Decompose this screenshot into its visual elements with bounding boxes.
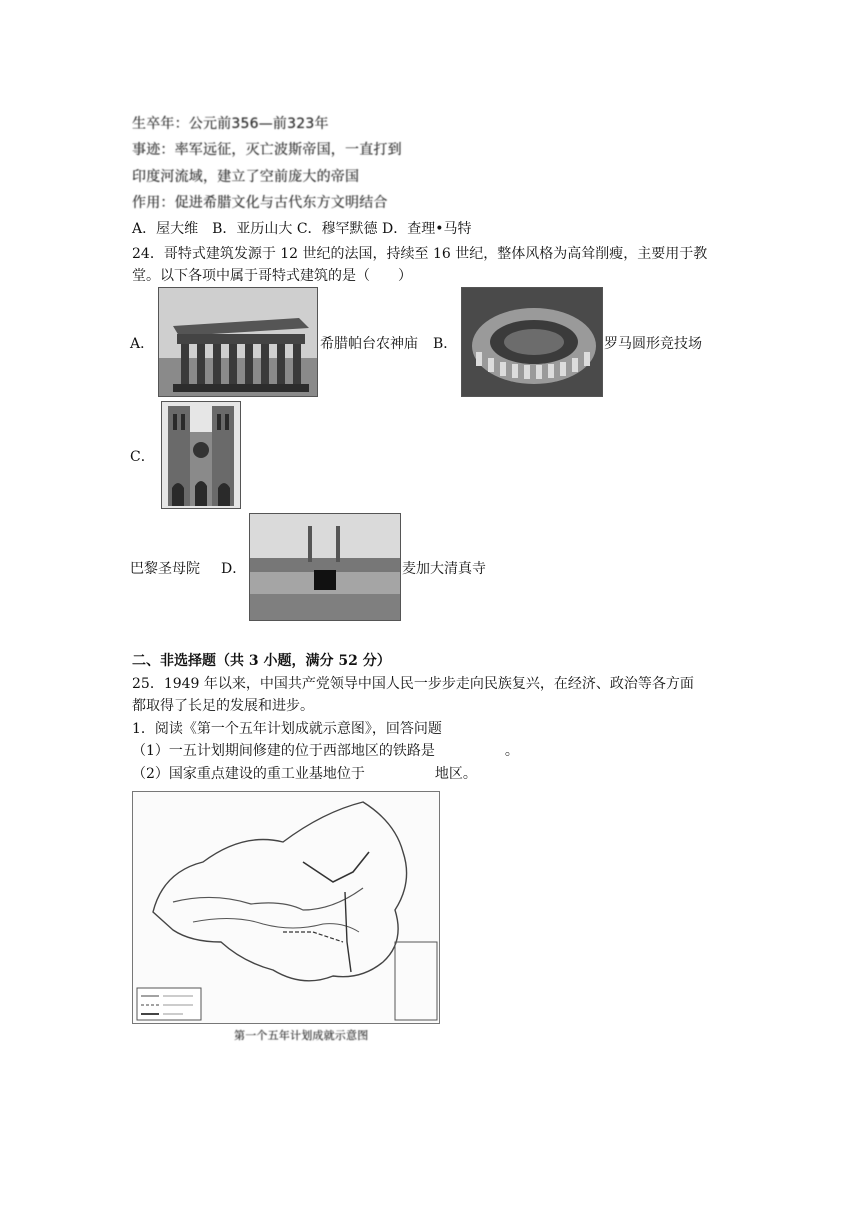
card-line-effect: 作用：促进希腊文化与古代东方文明结合 [132, 195, 388, 211]
option-a-label: A． [130, 336, 155, 352]
card-line-birth: 生卒年：公元前356—前323年 [132, 116, 329, 132]
option-b-label: B． [433, 336, 458, 352]
first-five-year-plan-map [132, 791, 440, 1024]
option-c-label: C． [130, 449, 155, 465]
option-d-label: D． [221, 561, 247, 577]
option-a-caption: 希腊帕台农神庙 [320, 336, 418, 352]
option-c-caption: 巴黎圣母院 [130, 561, 200, 577]
q25-stem-line1: 25．1949 年以来，中国共产党领导中国人民一步步走向民族复兴，在经济、政治等各方面 [132, 676, 694, 692]
q25-stem-line2: 都取得了长足的发展和进步。 [132, 698, 314, 714]
mecca-mosque-image [249, 513, 401, 621]
option-d-caption: 麦加大清真寺 [402, 561, 486, 577]
section2-heading: 二、非选择题（共 3 小题，满分 52 分） [132, 653, 391, 669]
q24-stem-line2: 堂。以下各项中属于哥特式建筑的是（ ） [132, 268, 412, 284]
q25-sub1-instruction: 1．阅读《第一个五年计划成就示意图》，回答问题 [132, 721, 442, 737]
q23-options: A．屋大维 B．亚历山大 C．穆罕默德 D．查理•马特 [132, 221, 472, 237]
q25-sub1-question1: （1）一五计划期间修建的位于西部地区的铁路是 。 [132, 743, 519, 759]
parthenon-image [158, 287, 318, 397]
card-line-deeds: 事迹：率军远征，灭亡波斯帝国，一直打到 [132, 142, 402, 158]
q25-sub1-question2: （2）国家重点建设的重工业基地位于 地区。 [132, 766, 477, 782]
q24-stem-line1: 24．哥特式建筑发源于 12 世纪的法国，持续至 16 世纪，整体风格为高耸削瘦，主要用于教 [132, 246, 708, 262]
card-line-deeds-cont: 印度河流域，建立了空前庞大的帝国 [132, 169, 360, 185]
map-caption: 第一个五年计划成就示意图 [234, 1029, 369, 1042]
option-b-caption: 罗马圆形竞技场 [604, 336, 702, 352]
colosseum-image [461, 287, 603, 397]
notre-dame-image [161, 401, 241, 509]
